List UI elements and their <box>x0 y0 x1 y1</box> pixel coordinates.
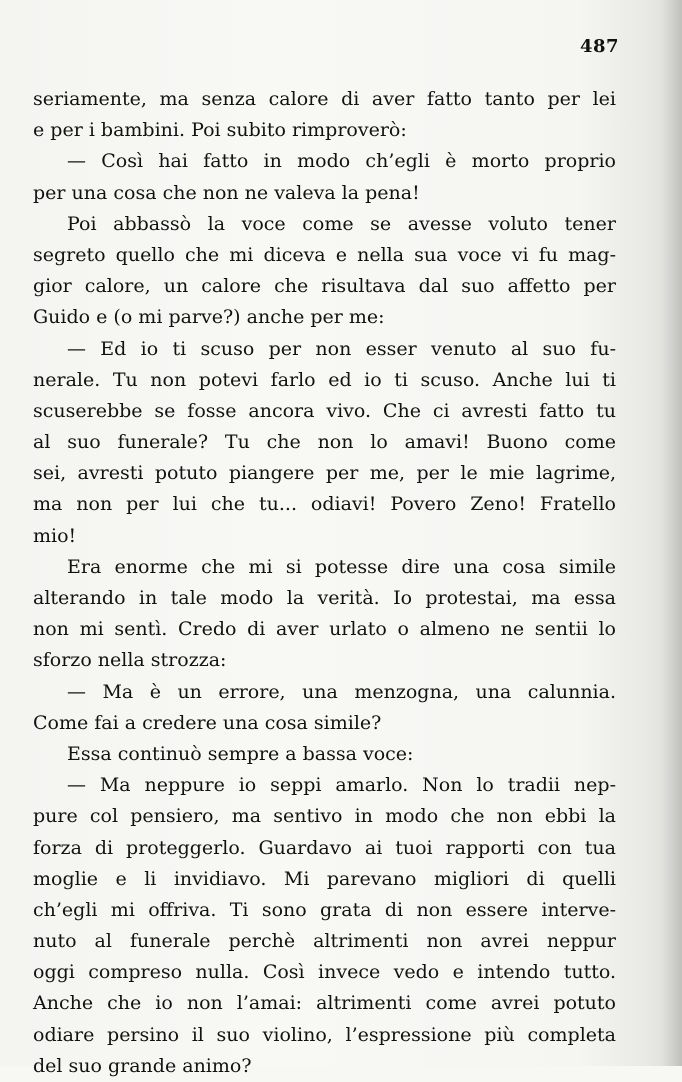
text-line: Era enorme che mi si potesse dire una cosa simile <box>67 555 616 578</box>
text-line: Guido e (o mi parve?) anche per me: <box>33 306 385 329</box>
text-line: moglie e li invidiavo. Mi parevano migliori di quelli <box>33 867 616 890</box>
text-line: sforzo nella strozza: <box>33 649 227 672</box>
text-line: Anche che io non l’amai: altrimenti come avrei potuto <box>33 992 616 1015</box>
text-line: ch’egli mi offriva. Ti sono grata di non essere interve- <box>33 898 616 921</box>
text-line: Come fai a credere una cosa simile? <box>33 711 382 734</box>
text-line: mio! <box>33 524 77 547</box>
text-line: segreto quello che mi diceva e nella sua voce vi fu mag- <box>33 243 616 266</box>
text-line: pure col pensiero, ma sentivo in modo che non ebbi la <box>33 805 616 828</box>
text-line: non mi sentì. Credo di aver urlato o almeno ne sentii lo <box>33 618 616 641</box>
body-text <box>33 84 616 1082</box>
text-line: — Ma neppure io seppi amarlo. Non lo tradii nep- <box>67 774 616 797</box>
text-line: Poi abbassò la voce come se avesse voluto tener <box>67 212 616 235</box>
text-line: — Così hai fatto in modo ch’egli è morto proprio <box>67 150 616 173</box>
text-line: del suo grande animo? <box>33 1054 252 1077</box>
text-line: ma non per lui che tu... odiavi! Povero Zeno! Fratello <box>33 493 616 516</box>
text-line: oggi compreso nulla. Così invece vedo e intendo tutto. <box>33 961 616 984</box>
text-line: nerale. Tu non potevi farlo ed io ti scuso. Anche lui ti <box>33 368 616 391</box>
page-edge-shadow <box>660 0 682 1066</box>
text-line: e per i bambini. Poi subito rimproverò: <box>33 119 407 142</box>
text-line: — Ma è un errore, una menzogna, una calunnia. <box>67 680 616 703</box>
text-line: seriamente, ma senza calore di aver fatto tanto per lei <box>33 88 616 110</box>
text-line: alterando in tale modo la verità. Io protestai, ma essa <box>33 587 616 609</box>
text-line: forza di proteggerlo. Guardavo ai tuoi rapporti con tua <box>33 836 616 859</box>
text-line: Essa continuò sempre a bassa voce: <box>67 742 414 765</box>
text-line: odiare persino il suo violino, l’espressione più completa <box>33 1023 616 1046</box>
text-line: nuto al funerale perchè altrimenti non avrei neppur <box>33 930 616 953</box>
text-line: sei, avresti potuto piangere per me, per le mie lagrime, <box>33 462 616 485</box>
page-number: 487 <box>580 36 620 57</box>
text-line: — Ed io ti scuso per non esser venuto al suo fu- <box>67 337 616 360</box>
text-line: al suo funerale? Tu che non lo amavi! Buono come <box>33 431 616 454</box>
text-line: per una cosa che non ne valeva la pena! <box>33 181 420 204</box>
text-line: gior calore, un calore che risultava dal suo affetto per <box>33 275 616 298</box>
text-line: scuserebbe se fosse ancora vivo. Che ci avresti fatto tu <box>33 399 616 422</box>
